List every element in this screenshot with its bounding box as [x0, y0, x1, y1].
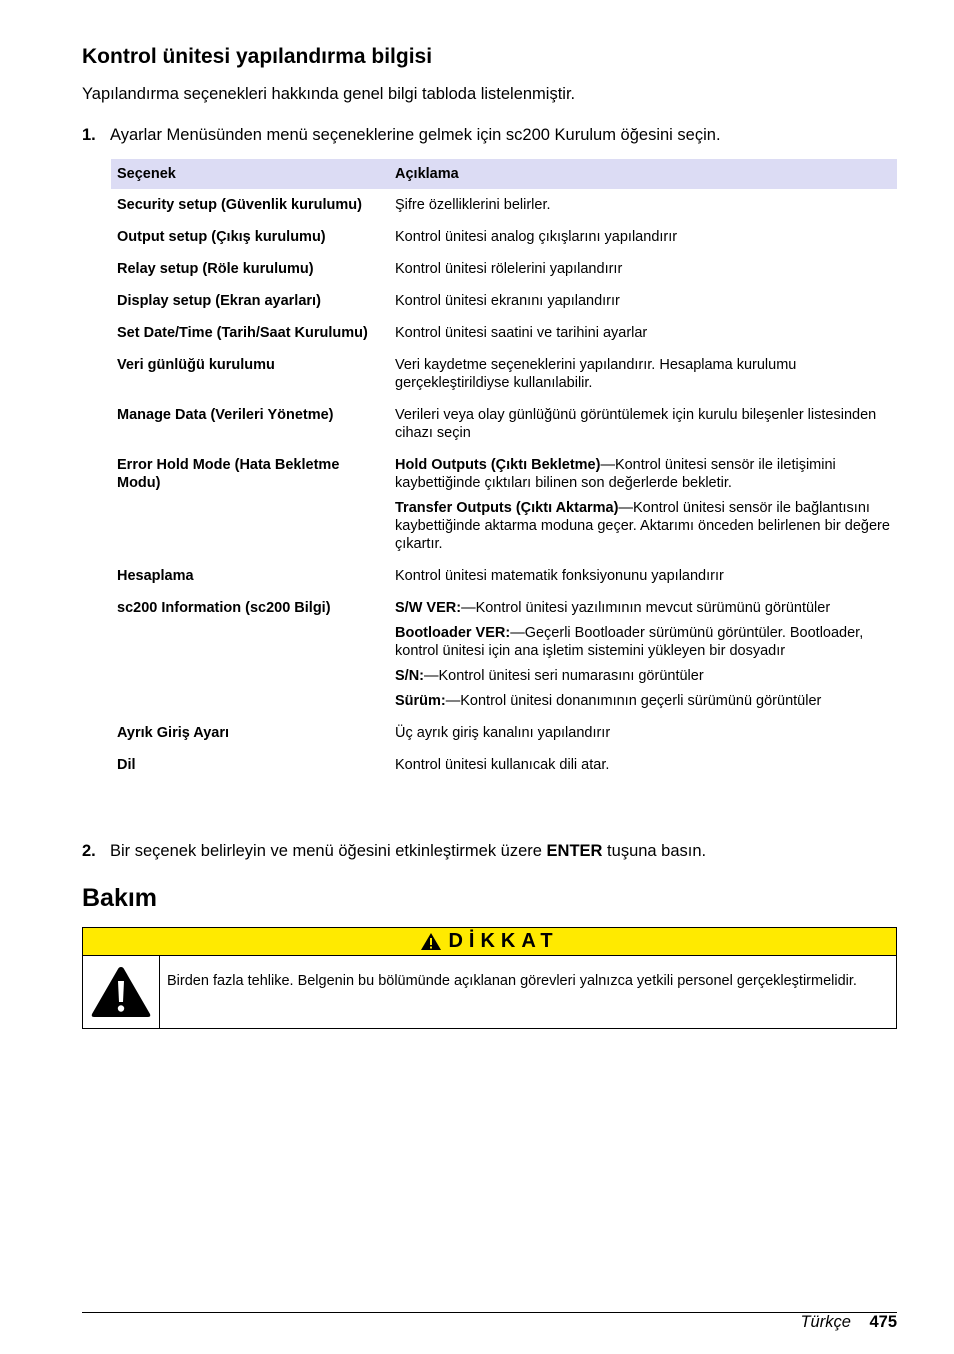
description-paragraph — [395, 756, 891, 774]
table-row — [111, 221, 897, 253]
table-row — [111, 399, 897, 449]
header-option: Seçenek — [111, 159, 389, 189]
table-row — [111, 349, 897, 399]
option-name: Veri günlüğü kurulumu — [117, 357, 275, 373]
option-name: Set Date/Time (Tarih/Saat Kurulumu) — [117, 325, 368, 341]
description-text: Kontrol ünitesi ekranını yapılandırır — [395, 293, 620, 309]
warning-triangle-icon — [90, 965, 152, 1019]
description-text: —Kontrol ünitesi seri numarasını görüntüler — [424, 668, 704, 684]
option-name: Error Hold Mode (Hata Bekletme Modu) — [117, 457, 340, 491]
step-text-part: tuşuna basın. — [602, 842, 707, 860]
table-row — [111, 449, 897, 560]
table-body — [111, 189, 897, 781]
description-text: —Kontrol ünitesi yazılımının mevcut sürümünü görüntüler — [461, 600, 831, 616]
caution-body — [83, 956, 896, 1028]
option-description — [389, 749, 897, 781]
description-paragraph — [395, 196, 891, 214]
option-name: Display setup (Ekran ayarları) — [117, 293, 321, 309]
header-description: Açıklama — [389, 159, 897, 189]
description-text: —Kontrol ünitesi sensör ile iletişimini kaybettiğinde çıktıları bilinen son değerlerde bekletir. — [395, 457, 836, 491]
page-footer — [800, 1313, 897, 1332]
step-text — [110, 842, 706, 861]
option-name: Relay setup (Röle kurulumu) — [117, 261, 314, 277]
page-number: 475 — [869, 1313, 897, 1331]
table-row — [111, 717, 897, 749]
footer-language: Türkçe — [800, 1313, 851, 1331]
description-text: Kontrol ünitesi kullanıcak dili atar. — [395, 757, 610, 773]
table-row — [111, 560, 897, 592]
description-paragraph — [395, 667, 891, 685]
footer-divider — [82, 1312, 897, 1313]
description-text: Kontrol ünitesi matematik fonksiyonunu yapılandırır — [395, 568, 724, 584]
option-description — [389, 221, 897, 253]
description-paragraph — [395, 260, 891, 278]
table-row — [111, 189, 897, 221]
step-text: Ayarlar Menüsünden menü seçeneklerine gelmek için sc200 Kurulum öğesini seçin. — [110, 126, 721, 144]
description-paragraph — [395, 456, 891, 492]
description-text: —Geçerli Bootloader sürümünü görüntüler. Bootloader, kontrol ünitesi için ana işletim sistemini yükleyen bir dosyadır — [395, 625, 864, 659]
section-title: Kontrol ünitesi yapılandırma bilgisi — [82, 45, 433, 68]
description-paragraph — [395, 356, 891, 392]
step-text-key: ENTER — [546, 842, 603, 860]
option-name: sc200 Information (sc200 Bilgi) — [117, 600, 331, 616]
caution-header — [83, 928, 896, 956]
option-description — [389, 317, 897, 349]
table-row — [111, 317, 897, 349]
description-paragraph — [395, 406, 891, 442]
description-text: Şifre özelliklerini belirler. — [395, 197, 551, 213]
warning-small-icon — [420, 932, 442, 951]
description-term: Transfer Outputs (Çıktı Aktarma) — [395, 500, 619, 516]
step-text-part: Bir seçenek belirleyin ve menü öğesini etkinleştirmek üzere — [110, 842, 547, 860]
option-description — [389, 349, 897, 399]
description-term: Hold Outputs (Çıktı Bekletme) — [395, 457, 601, 473]
description-paragraph — [395, 499, 891, 553]
option-description — [389, 592, 897, 717]
step-number: 1. — [82, 126, 96, 144]
option-description — [389, 717, 897, 749]
description-paragraph — [395, 692, 891, 710]
description-text: Veri kaydetme seçeneklerini yapılandırır. Hesaplama kurulumu gerçekleştirildiyse kullanılabilir. — [395, 357, 797, 391]
option-description — [389, 399, 897, 449]
options-table — [111, 159, 897, 781]
description-term: S/N: — [395, 668, 424, 684]
description-text: —Kontrol ünitesi sensör ile bağlantısını kaybettiğinde aktarma moduna geçer. Aktarımı önceden belirlenen bir değere çıkartır. — [395, 500, 890, 552]
description-paragraph — [395, 724, 891, 742]
option-description — [389, 449, 897, 560]
table-row — [111, 592, 897, 717]
description-text: Üç ayrık giriş kanalını yapılandırır — [395, 725, 611, 741]
description-text: —Kontrol ünitesi donanımının geçerli sürümünü görüntüler — [445, 693, 822, 709]
description-paragraph — [395, 228, 891, 246]
option-name: Output setup (Çıkış kurulumu) — [117, 229, 326, 245]
option-description — [389, 285, 897, 317]
description-text: Verileri veya olay günlüğünü görüntülemek için kurulu bileşenler listesinden cihazı seçin — [395, 407, 877, 441]
option-name: Dil — [117, 757, 136, 773]
description-text: Kontrol ünitesi rölelerini yapılandırır — [395, 261, 623, 277]
description-term: Sürüm: — [395, 693, 446, 709]
description-term: S/W VER: — [395, 600, 462, 616]
description-paragraph — [395, 567, 891, 585]
option-description — [389, 189, 897, 221]
description-paragraph — [395, 599, 891, 617]
description-paragraph — [395, 324, 891, 342]
caution-label: DİKKAT — [448, 930, 559, 952]
description-term: Bootloader VER: — [395, 625, 511, 641]
option-name: Hesaplama — [117, 568, 194, 584]
option-name: Manage Data (Verileri Yönetme) — [117, 407, 334, 423]
table-row — [111, 253, 897, 285]
option-description — [389, 560, 897, 592]
maintenance-title: Bakım — [82, 884, 158, 912]
intro-paragraph: Yapılandırma seçenekleri hakkında genel bilgi tabloda listelenmiştir. — [82, 85, 576, 103]
table-header-row — [111, 159, 897, 189]
step-number: 2. — [82, 842, 96, 860]
option-name: Security setup (Güvenlik kurulumu) — [117, 197, 362, 213]
description-paragraph — [395, 624, 891, 660]
description-paragraph — [395, 292, 891, 310]
description-text: Kontrol ünitesi saatini ve tarihini ayarlar — [395, 325, 648, 341]
table-row — [111, 749, 897, 781]
option-name: Ayrık Giriş Ayarı — [117, 725, 230, 741]
description-text: Kontrol ünitesi analog çıkışlarını yapılandırır — [395, 229, 678, 245]
caution-text: Birden fazla tehlike. Belgenin bu bölümünde açıklanan görevleri yalnızca yetkili personel gerçekleştirmelidir. — [167, 973, 857, 989]
option-description — [389, 253, 897, 285]
table-row — [111, 285, 897, 317]
caution-box — [82, 927, 897, 1029]
caution-icon-cell — [83, 956, 160, 1028]
